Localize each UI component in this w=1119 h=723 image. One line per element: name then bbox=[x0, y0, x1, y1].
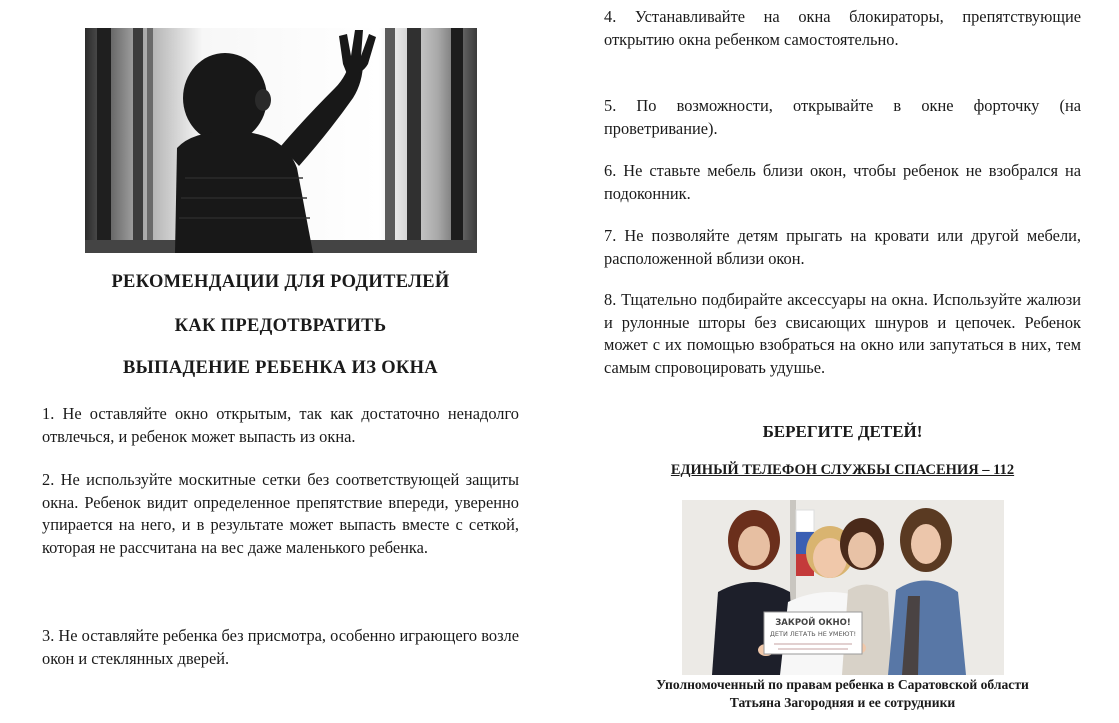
slogan: БЕРЕГИТЕ ДЕТЕЙ! bbox=[762, 422, 923, 441]
recommendation-4: 4. Устанавливайте на окна блокираторы, препятствующие открытию окна ребенком самостоятельно. bbox=[604, 7, 1081, 49]
recommendation-7: 7. Не позволяйте детям прыгать на кровати или другой мебели, расположенной вблизи окон. bbox=[604, 226, 1081, 268]
recommendation-8: 8. Тщательно подбирайте аксессуары на окна. Используйте жалюзи и рулонные шторы без свисающих шнуров и цепочек. Ребенок может с их помощью взобраться на окно или запутаться в них, тем самым спровоцировать удушье. bbox=[604, 290, 1081, 377]
recommendation-2: 2. Не используйте москитные сетки без соответствующей защиты окна. Ребенок видит определенное препятствие впереди, уверенно упирается на него, и в результате может выпасть вместе с сеткой, которая не рассчитана на вес даже маленького ребенка. bbox=[42, 470, 519, 557]
placard-line-1: ЗАКРОЙ ОКНО! bbox=[775, 618, 851, 628]
recommendation-5: 5. По возможности, открывайте в окне форточку (на проветривание). bbox=[604, 96, 1081, 138]
photo-caption-line-1: Уполномоченный по правам ребенка в Саратовской области bbox=[656, 677, 1029, 692]
recommendation-1: 1. Не оставляйте окно открытым, так как достаточно ненадолго отвлечься, и ребенок может выпасть из окна. bbox=[42, 404, 519, 446]
placard-line-2: ДЕТИ ЛЕТАТЬ НЕ УМЕЮТ! bbox=[769, 630, 857, 638]
page-title-line-1: РЕКОМЕНДАЦИИ ДЛЯ РОДИТЕЛЕЙ bbox=[111, 272, 450, 292]
photo-caption-line-2: Татьяна Загородняя и ее сотрудники bbox=[729, 695, 956, 710]
recommendation-6: 6. Не ставьте мебель близи окон, чтобы ребенок не взобрался на подоконник. bbox=[604, 161, 1081, 203]
team-photo bbox=[682, 500, 1004, 675]
page-title-line-3: ВЫПАДЕНИЕ РЕБЕНКА ИЗ ОКНА bbox=[123, 358, 438, 378]
recommendation-3: 3. Не оставляйте ребенка без присмотра, особенно играющего возле окон и стеклянных дверей. bbox=[42, 626, 519, 668]
child-at-window-photo bbox=[85, 28, 477, 253]
emergency-hotline: ЕДИНЫЙ ТЕЛЕФОН СЛУЖБЫ СПАСЕНИЯ – 112 bbox=[670, 462, 1015, 478]
page-title-line-2: КАК ПРЕДОТВРАТИТЬ bbox=[174, 316, 387, 336]
